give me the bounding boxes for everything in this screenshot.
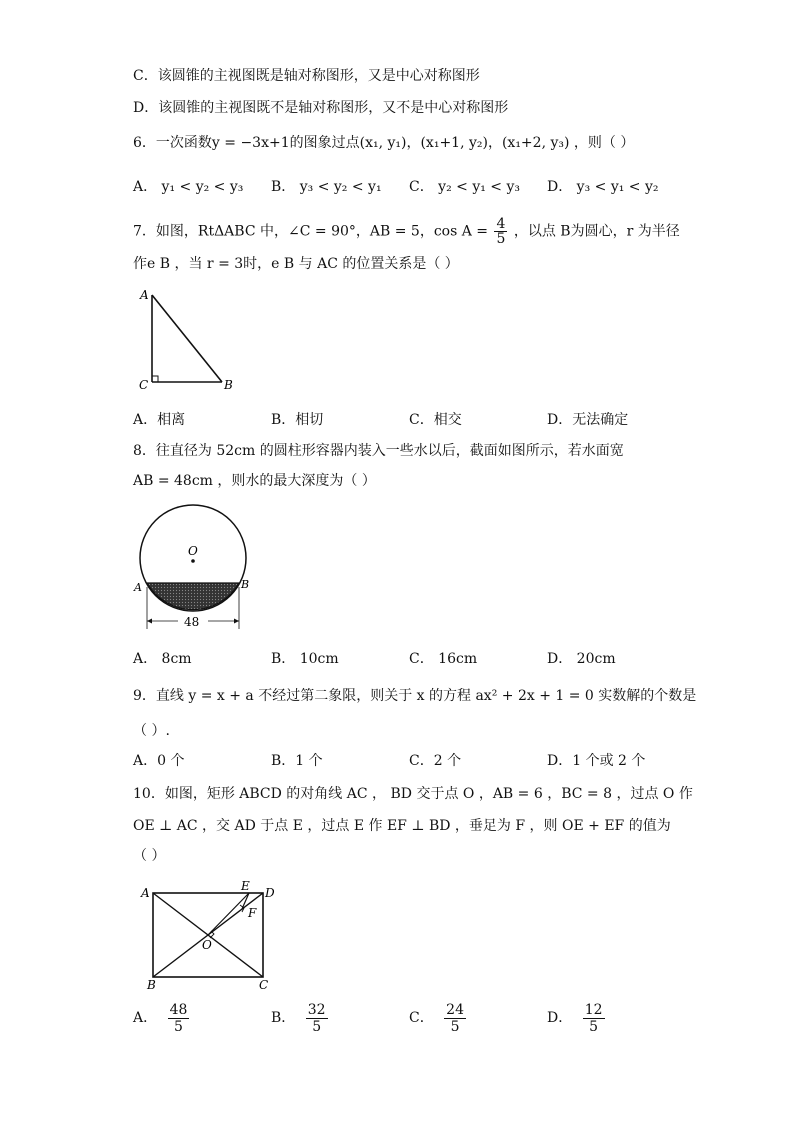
q6-option-a: A． y₁ < y₂ < y₃ <box>133 179 244 195</box>
q10-option-d-label: D． <box>547 1010 573 1026</box>
q7-stem-part1b: ，以点 B为圆心，r 为半径 <box>513 223 680 240</box>
q8-label-b: B <box>241 578 250 591</box>
q7-label-a: A <box>140 288 149 302</box>
q8-label-o: O <box>188 544 198 558</box>
q7-option-b: B．相切 <box>271 412 324 428</box>
q8-circle-figure <box>130 505 260 640</box>
q7-stem-line2: 作e B ，当 r = 3时，e B 与 AC 的位置关系是（ ） <box>133 256 459 272</box>
q7-option-d: D．无法确定 <box>547 412 629 428</box>
q7-stem-part1: 7．如图，RtΔABC 中，∠C = 90°，AB = 5，cos A = <box>133 223 489 240</box>
q8-water-segment <box>147 583 239 610</box>
q10-rectangle-figure <box>135 875 285 995</box>
q10-option-c-num: 24 <box>446 1001 464 1018</box>
q5-option-d: D．该圆锥的主视图既不是轴对称图形，又不是中心对称图形 <box>133 100 509 116</box>
q10-label-o: O <box>202 938 212 952</box>
q10-label-b: B <box>147 978 156 992</box>
q10-stem-line1: 10．如图，矩形 ABCD 的对角线 AC ， BD 交于点 O ，AB = 6 ，BC = 8 ，过点 O 作 <box>133 786 693 802</box>
q7-side-ab <box>152 295 222 382</box>
q10-option-b <box>271 998 328 1038</box>
q10-option-a-den: 5 <box>174 1018 183 1035</box>
q10-option-d-fraction <box>583 1002 605 1035</box>
q6-option-c: C． y₂ < y₁ < y₃ <box>409 179 520 195</box>
q7-label-b: B <box>224 378 233 392</box>
q8-dim-arrow-right <box>234 619 239 624</box>
q8-option-b: B． 10cm <box>271 651 339 667</box>
q8-option-c: C． 16cm <box>409 651 478 667</box>
q7-frac-num: 4 <box>496 216 506 232</box>
q10-label-c: C <box>259 978 269 992</box>
q10-stem-line3: （ ） <box>133 848 166 864</box>
q10-option-b-fraction <box>306 1002 328 1035</box>
q6-option-b: B． y₃ < y₂ < y₁ <box>271 179 382 195</box>
q8-dim-label: 48 <box>184 615 200 629</box>
q7-option-c: C．相交 <box>409 412 462 428</box>
q10-option-c-den: 5 <box>450 1018 460 1035</box>
q10-option-c <box>409 998 466 1038</box>
q10-option-b-label: B． <box>271 1010 296 1026</box>
q9-option-b: B．1 个 <box>271 753 323 769</box>
q6-option-d: D． y₃ < y₁ < y₂ <box>547 179 659 195</box>
q9-stem-line1: 9．直线 y = x + a 不经过第二象限，则关于 x 的方程 ax² + 2x + 1 = 0 实数解的个数是 <box>133 688 697 704</box>
q9-stem-line2: （ ）. <box>133 723 170 739</box>
q10-stem-line2: OE ⊥ AC ，交 AD 于点 E ，过点 E 作 EF ⊥ BD ，垂足为 F ，则 OE + EF 的值为 <box>133 818 671 834</box>
q10-options <box>133 998 673 1042</box>
q9-options <box>133 750 673 772</box>
q6-options <box>133 176 673 198</box>
q10-option-d <box>547 998 605 1038</box>
q10-option-d-den: 5 <box>589 1018 599 1035</box>
q10-segment-oe <box>208 893 249 935</box>
q10-option-c-fraction <box>444 1002 466 1035</box>
q5-option-c: C．该圆锥的主视图既是轴对称图形，又是中心对称图形 <box>133 68 480 84</box>
q10-option-a-num: 48 <box>169 1001 188 1018</box>
q7-cos-fraction <box>494 217 507 246</box>
q8-label-a: A <box>134 581 142 594</box>
q10-label-f: F <box>248 906 257 920</box>
q10-label-a: A <box>141 886 150 900</box>
q8-stem-line1: 8．往直径为 52cm 的圆柱形容器内装入一些水以后，截面如图所示，若水面宽 <box>133 443 624 459</box>
q7-option-a: A．相离 <box>133 412 186 428</box>
q10-option-a <box>133 998 189 1038</box>
q7-frac-den: 5 <box>496 231 506 247</box>
q10-label-d: D <box>265 886 275 900</box>
q8-stem-line2: AB = 48cm ，则水的最大深度为（ ） <box>133 473 376 489</box>
q7-stem-line1 <box>133 217 680 246</box>
q10-option-c-label: C． <box>409 1010 434 1026</box>
q9-option-a: A．0 个 <box>133 753 185 769</box>
q10-option-a-fraction <box>168 1002 190 1035</box>
q8-option-d: D． 20cm <box>547 651 616 667</box>
q10-label-e: E <box>241 879 250 893</box>
q10-option-d-num: 12 <box>584 1001 603 1018</box>
q10-option-a-label: A． <box>133 1010 158 1026</box>
q9-option-c: C．2 个 <box>409 753 462 769</box>
q8-dim-arrow-left <box>147 619 152 624</box>
q8-option-a: A． 8cm <box>133 651 192 667</box>
q7-options <box>133 409 673 431</box>
q6-stem: 6．一次函数y = −3x+1的图象过点(x₁, y₁)，(x₁+1, y₂)，(x₁+2, y₃) ，则（ ） <box>133 135 635 151</box>
q8-center-point <box>191 559 195 563</box>
q9-option-d: D．1 个或 2 个 <box>547 753 646 769</box>
q8-options <box>133 648 673 670</box>
q7-triangle-figure <box>130 283 240 398</box>
q10-option-b-den: 5 <box>312 1018 322 1035</box>
q7-label-c: C <box>139 378 149 392</box>
q7-right-angle-mark <box>152 376 158 382</box>
q10-option-b-num: 32 <box>307 1001 326 1018</box>
